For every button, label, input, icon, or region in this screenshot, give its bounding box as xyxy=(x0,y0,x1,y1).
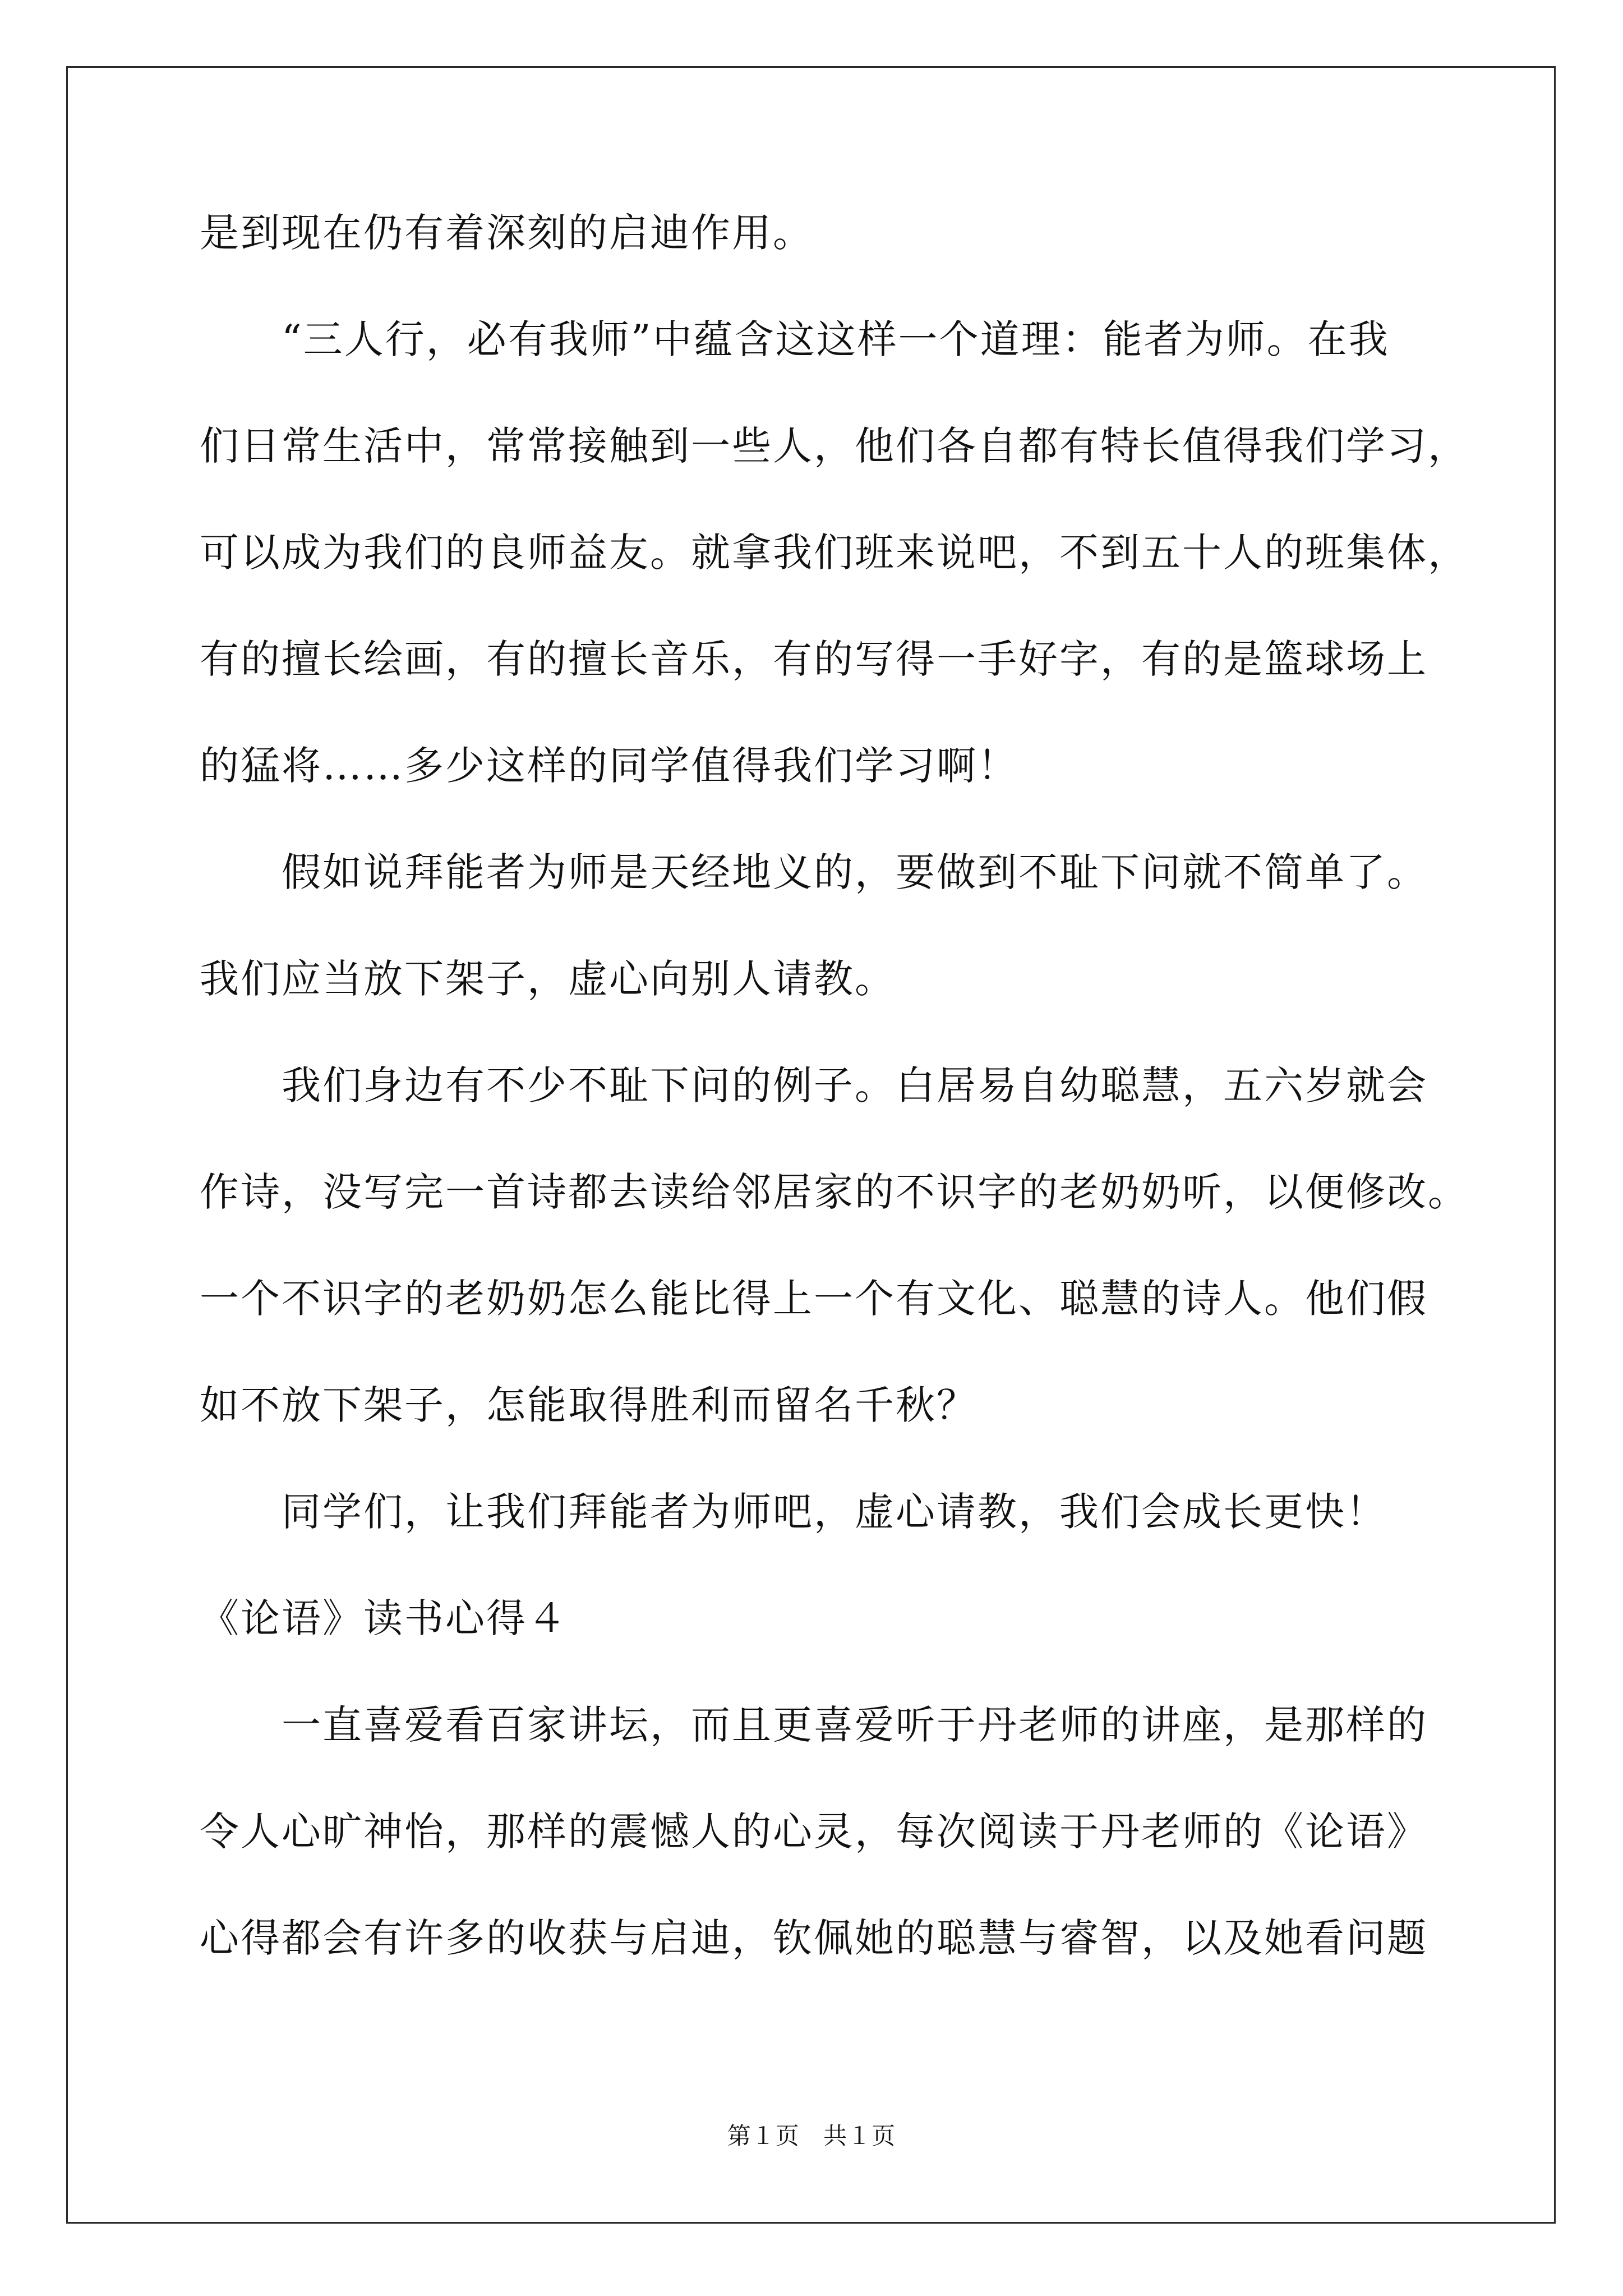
text-line: 的猛将……多少这样的同学值得我们学习啊！ xyxy=(200,743,1018,789)
text-line: 有的擅长绘画，有的擅长音乐，有的写得一手好字，有的是篮球场上 xyxy=(200,636,1428,682)
text-line: 一直喜爱看百家讲坛，而且更喜爱听于丹老师的讲座，是那样的 xyxy=(200,1702,1428,1748)
text-line: “三人行，必有我师”中蕴含这这样一个道理：能者为师。在我 xyxy=(200,316,1390,362)
text-line: 心得都会有许多的收获与启迪，钦佩她的聪慧与睿智，以及她看问题 xyxy=(200,1915,1428,1961)
document-body xyxy=(200,210,1469,2025)
text-line: 一个不识字的老奶奶怎么能比得上一个有文化、聪慧的诗人。他们假 xyxy=(200,1276,1428,1322)
text-line: 令人心旷神怡，那样的震憾人的心灵，每次阅读于丹老师的《论语》 xyxy=(200,1809,1428,1855)
text-line: 我们身边有不少不耻下问的例子。白居易自幼聪慧，五六岁就会 xyxy=(200,1062,1428,1108)
text-line: 我们应当放下架子，虚心向别人请教。 xyxy=(200,956,896,1002)
text-line: 同学们，让我们拜能者为师吧，虚心请教，我们会成长更快！ xyxy=(200,1489,1387,1535)
text-line: 是到现在仍有着深刻的启迪作用。 xyxy=(200,210,814,256)
text-line: 作诗，没写完一首诗都去读给邻居家的不识字的老奶奶听，以便修改。 xyxy=(200,1169,1469,1215)
page-number: 第１页 xyxy=(727,2122,800,2150)
section-heading: 《论语》读书心得４ xyxy=(200,1595,568,1641)
page-footer xyxy=(0,2118,1623,2151)
text-line: 假如说拜能者为师是天经地义的，要做到不耻下问就不简单了。 xyxy=(200,849,1428,895)
text-line: 可以成为我们的良师益友。就拿我们班来说吧，不到五十人的班集体， xyxy=(200,530,1469,576)
text-line: 如不放下架子，怎能取得胜利而留名千秋？ xyxy=(200,1382,978,1428)
text-line: 们日常生活中，常常接触到一些人，他们各自都有特长值得我们学习， xyxy=(200,423,1469,469)
page-total: 共１页 xyxy=(823,2122,896,2150)
